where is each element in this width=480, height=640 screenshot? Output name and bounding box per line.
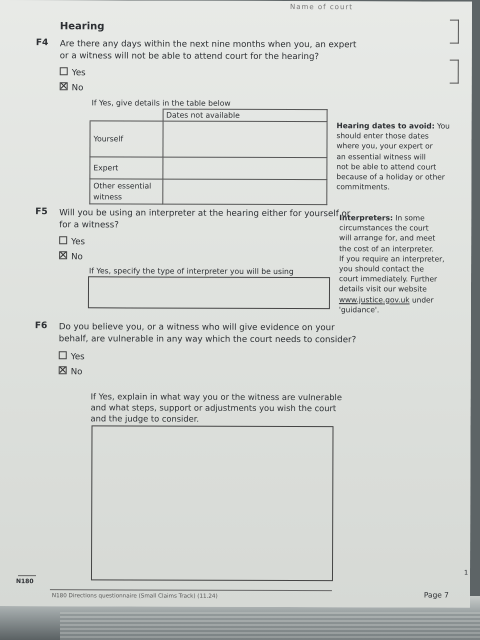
- f4-instruction: If Yes, give details in the table below: [91, 98, 231, 108]
- f6-instruction: If Yes, explain in what way you or the witness are vulnerable and what steps, support or adjustments you wish the court and the judge to consider.: [90, 391, 342, 424]
- f5-instruction: If Yes, specify the type of interpreter you will be using: [89, 266, 294, 277]
- f6-no-option[interactable]: No: [59, 366, 83, 377]
- table-cell-yourself[interactable]: [162, 121, 327, 158]
- question-text-f4: Are there any days within the next nine months when you, an expert or a witness will not be able to attend court for the hearing?: [59, 39, 357, 63]
- f4-yes-option[interactable]: Yes: [60, 67, 86, 78]
- f5-yes-option[interactable]: Yes: [59, 236, 85, 247]
- corner-brackets: [450, 20, 460, 82]
- court-name-label: Name of court: [289, 3, 354, 12]
- table-row-label: Other essential witness: [90, 179, 163, 204]
- footer-margin-rule: [18, 575, 36, 576]
- checkbox-icon[interactable]: [59, 236, 67, 244]
- f5-no-option[interactable]: No: [59, 251, 83, 262]
- f6-yes-option[interactable]: Yes: [59, 351, 85, 362]
- checked-checkbox-icon[interactable]: [59, 366, 67, 374]
- table-row-label: Yourself: [90, 121, 163, 157]
- margin-number: 1: [463, 568, 469, 577]
- question-number-f4: F4: [35, 38, 49, 49]
- side-note-hearing-dates: Hearing dates to avoid: You should enter those dates where you, your expert or an essential witness will not be able to attend court because of a holiday or other commitments.: [336, 121, 450, 192]
- justice-website-link[interactable]: www.justice.gov.uk: [338, 294, 410, 305]
- page-number: Page 7: [423, 590, 449, 600]
- dates-not-available-table: [89, 108, 327, 205]
- form-title: N180 Directions questionnaire (Small Claims Track) (11.24): [51, 593, 218, 600]
- section-title: Hearing: [59, 21, 105, 33]
- table-cell-other-witness[interactable]: [162, 179, 327, 205]
- footer-rule: [50, 589, 332, 591]
- f4-no-option[interactable]: No: [60, 82, 84, 93]
- table-row-label: Expert: [90, 157, 163, 179]
- checkbox-icon[interactable]: [60, 67, 68, 75]
- underlying-pages-edges: [60, 612, 480, 640]
- interpreter-type-field[interactable]: [88, 276, 330, 309]
- question-number-f5: F5: [35, 207, 48, 218]
- question-text-f5: Will you be using an interpreter at the hearing either for yourself or for a witness?: [59, 208, 351, 231]
- table-column-header: Dates not available: [163, 109, 328, 122]
- side-note-interpreters: Interpreters: In some circumstances the court will arrange for, and meet the cost of an interpreter. If you require an interpreter, you should contact the court immediately. Further details visit our website www.justice.gov.uk under 'guidance'.: [338, 213, 445, 315]
- table-cell-expert[interactable]: [162, 157, 327, 180]
- vulnerability-details-field[interactable]: [91, 425, 334, 581]
- checkbox-icon[interactable]: [59, 351, 67, 359]
- form-code: N180: [15, 578, 34, 586]
- checked-checkbox-icon[interactable]: [60, 82, 68, 90]
- question-number-f6: F6: [34, 321, 48, 332]
- checked-checkbox-icon[interactable]: [59, 251, 67, 259]
- question-text-f6: Do you believe you, or a witness who will give evidence on your behalf, are vulnerable in any way which the court needs to consider?: [58, 322, 357, 346]
